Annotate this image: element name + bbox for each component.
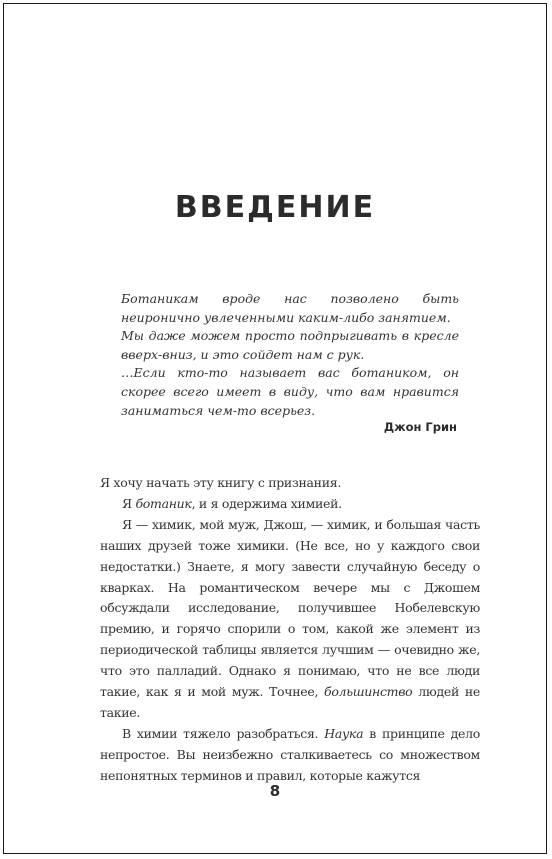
paragraph (100, 724, 480, 787)
page-number: 8 (269, 782, 281, 800)
paragraph (100, 515, 480, 724)
chapter-title: ВВЕДЕНИЕ (174, 190, 376, 225)
epigraph-line: …Если кто-то называет вас ботаником, он скорее всего имеет в виду, что вам нравится заниматься чем-то всерьез. (121, 365, 459, 418)
emphasis: Наука (324, 725, 364, 741)
emphasis: ботаник (135, 495, 192, 511)
book-page (3, 3, 547, 854)
epigraph-author: Джон Грин (383, 420, 457, 434)
text-run: Я (122, 495, 136, 511)
paragraph (100, 494, 480, 515)
emphasis: большинство (324, 684, 413, 700)
epigraph (121, 290, 459, 420)
epigraph-line: Мы даже можем просто подпрыгивать в кресле вверх-вниз, и это сойдет нам с рук. (121, 328, 459, 362)
text-run: людей не такие. (100, 684, 480, 720)
text-run: В химии тяжело разобраться. (122, 725, 325, 741)
paragraph: Я хочу начать эту книгу с признания. (100, 475, 341, 490)
epigraph-line: Ботаникам вроде нас позволено быть неиронично увлеченными каким-либо занятием. (121, 291, 459, 325)
text-run: Я — химик, мой муж, Джош, — химик, и большая часть наших друзей тоже химики. (Не все, но у каждого свои недостатки.) Знаете, я могу завести случайную беседу о кварках. На романтическом вечере мы с Джошем обсуждали исследование, получившее Нобелевскую премию, и горячо спорили о том, какой же элемент из периодической таблицы является лучшим — очевидно же, что это палладий. Однако я понимаю, что не все люди такие, как я и мой муж. Точнее, (100, 516, 480, 700)
body-text (100, 473, 480, 787)
text-run: в принципе дело непростое. Вы неизбежно сталкиваетесь со множеством непонятных терминов и правил, которые кажутся (100, 725, 480, 783)
text-run: , и я одержима химией. (191, 495, 342, 511)
